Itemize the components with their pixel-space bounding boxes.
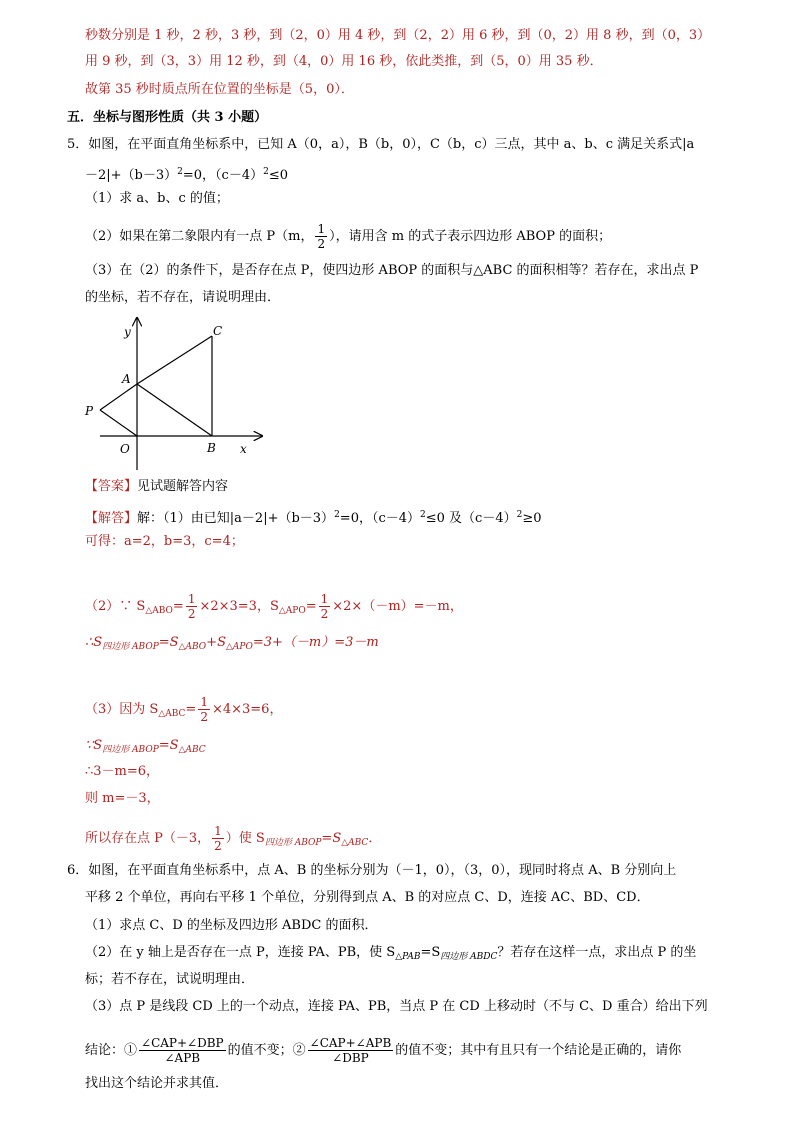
fraction-denominator: 2 bbox=[200, 710, 208, 724]
segment-AB bbox=[137, 384, 212, 436]
s3-sub-e: △ABC bbox=[178, 745, 206, 755]
solution-part3-line5 bbox=[85, 824, 381, 853]
s2-sub-h: △APO bbox=[225, 642, 253, 652]
q6-line4c: ？若存在这样一点，求出点 P 的坐 bbox=[497, 945, 697, 960]
half-fraction bbox=[186, 592, 198, 621]
s3-sub-d: 四边形 ABOP bbox=[102, 745, 159, 755]
s2-text-b: = bbox=[172, 599, 184, 614]
q6-line3: （1）求点 C、D 的坐标及四边形 ABDC 的面积． bbox=[85, 918, 378, 933]
prev-solution-line1: 秒数分别是 1 秒，2 秒，3 秒，到（2，0）用 4 秒，到（2，2）用 6 秒，到（0，2）用 8 秒，到（0，3） bbox=[85, 28, 711, 43]
label-y: y bbox=[124, 325, 131, 339]
solution-line2: 可得：a=2，b=3，c=4； bbox=[85, 534, 244, 549]
q6-line7b: 的值不变；② bbox=[227, 1043, 306, 1058]
s2-text-c: ×2×3=3，S bbox=[199, 599, 279, 614]
fraction-1-numerator: ∠CAP+∠DBP bbox=[141, 1036, 224, 1050]
s3-text-k: ． bbox=[368, 831, 382, 846]
q5-part3a: （3）在（2）的条件下，是否存在点 P，使四边形 ABOP 的面积与△ABC 的面积相等？若存在，求出点 P bbox=[85, 263, 699, 278]
prev-solution-line2: 用 9 秒，到（3，3）用 12 秒，到（4，0）用 16 秒，依此类推，到（5，0）用 35 秒． bbox=[85, 54, 603, 69]
s3-text-c: ×4×3=6， bbox=[211, 702, 283, 717]
fraction-2-numerator: ∠CAP+∠APB bbox=[309, 1036, 392, 1050]
q6-line4a: （2）在 y 轴上是否存在一点 P，连接 PA、PB，使 S bbox=[85, 945, 396, 960]
solution-part2-line1 bbox=[85, 592, 463, 621]
fraction-denominator: 2 bbox=[320, 607, 329, 621]
s3-sub-i: 四边形 ABOP bbox=[264, 838, 322, 848]
q5-line1: 5．如图，在平面直角坐标系中，已知 A（0，a），B（b，0），C（b，c）三点，其中 a、b、c 满足关系式|a bbox=[67, 137, 695, 152]
q5-part2b: ），请用含 m 的式子表示四边形 ABOP 的面积； bbox=[329, 229, 612, 244]
solution-part3-line4: 则 m=－3， bbox=[85, 791, 160, 806]
fraction-numerator: 1 bbox=[200, 695, 208, 709]
s2-text-i: =3+（－m）=3－m bbox=[252, 635, 379, 650]
q6-line6: （3）点 P 是线段 CD 上的一个动点，连接 PA、PB，当点 P 在 CD 上移动时（不与 C、D 重合）给出下列 bbox=[85, 999, 708, 1014]
fraction-1 bbox=[139, 1036, 226, 1065]
solution-exp2: 2 bbox=[420, 510, 426, 520]
prev-solution-line3: 故第 35 秒时质点所在位置的坐标是（5，0）． bbox=[85, 82, 354, 97]
s3-text-i: ）使 S bbox=[225, 831, 265, 846]
q6-sub-a: △PAB bbox=[395, 952, 421, 962]
fraction-denominator: 2 bbox=[187, 607, 196, 621]
solution-exp3: 2 bbox=[516, 510, 523, 520]
segment-AC bbox=[137, 336, 212, 384]
s2-text-e: ×2×（－m）=－m， bbox=[332, 599, 463, 614]
s2-text-g: =S bbox=[158, 635, 179, 650]
half-fraction bbox=[212, 824, 224, 853]
solution-part1: 解：（1）由已知|a－2|+（b－3） bbox=[137, 511, 335, 526]
s3-text-e: =S bbox=[158, 738, 179, 753]
s3-text-d: ∵S bbox=[85, 738, 103, 753]
solution-exp1: 2 bbox=[334, 510, 340, 520]
fraction-numerator: 1 bbox=[214, 824, 222, 838]
fraction-2 bbox=[308, 1036, 394, 1065]
s3-text-a: （3）因为 S bbox=[85, 702, 159, 717]
half-fraction bbox=[198, 695, 210, 724]
s3-sub-a: △ABC bbox=[158, 709, 186, 719]
solution-part2-line2 bbox=[85, 634, 379, 656]
s2-text-f: ∴S bbox=[85, 635, 103, 650]
solution-part3-line2 bbox=[85, 737, 206, 759]
solution-part3: ≤0 及（c－4） bbox=[425, 511, 517, 526]
answer-text: 见试题解答内容 bbox=[137, 479, 229, 494]
solution-line1 bbox=[85, 506, 542, 528]
label-P: P bbox=[85, 404, 94, 418]
q6-line4b: =S bbox=[420, 945, 441, 960]
s3-text-h: 所以存在点 P（－3， bbox=[85, 831, 211, 846]
q5-exp2: 2 bbox=[263, 167, 269, 177]
s2-sub-a: △ABO bbox=[145, 606, 173, 616]
q5-line2e: ≤0 bbox=[268, 168, 288, 183]
q6-line4 bbox=[85, 944, 696, 966]
fraction-denominator: 2 bbox=[214, 839, 222, 853]
answer-line bbox=[85, 478, 228, 496]
q5-part2a: （2）如果在第二象限内有一点 P（m， bbox=[85, 229, 314, 244]
s2-text-a: （2）∵ S bbox=[85, 599, 146, 614]
fraction-numerator: 1 bbox=[320, 592, 329, 606]
label-O: O bbox=[120, 442, 130, 456]
answer-label: 【答案】 bbox=[85, 479, 138, 494]
s2-sub-g: △ABO bbox=[178, 642, 207, 652]
q5-part1: （1）求 a、b、c 的值； bbox=[85, 191, 229, 206]
solution-part2: =0，（c－4） bbox=[339, 511, 421, 526]
s3-text-b: = bbox=[185, 702, 197, 717]
fraction-2-denominator: ∠DBP bbox=[332, 1051, 369, 1065]
q5-line2 bbox=[85, 163, 288, 185]
s2-sub-c: △APO bbox=[278, 606, 306, 616]
q6-line8: 找出这个结论并求其值． bbox=[85, 1076, 229, 1091]
q5-line2a: －2|+（b－3） bbox=[85, 168, 178, 183]
fraction-1-denominator: ∠APB bbox=[164, 1051, 201, 1065]
fraction-numerator: 1 bbox=[317, 222, 326, 236]
label-x: x bbox=[240, 442, 247, 456]
s2-sub-f: 四边形 ABOP bbox=[102, 642, 159, 652]
coordinate-figure bbox=[80, 310, 270, 475]
solution-part3-line1 bbox=[85, 695, 282, 724]
q5-part3b: 的坐标，若不存在，请说明理由． bbox=[85, 290, 281, 305]
segment-PA bbox=[100, 384, 137, 410]
label-C: C bbox=[213, 324, 223, 338]
s2-text-d: = bbox=[305, 599, 317, 614]
half-fraction bbox=[319, 592, 331, 621]
segment-PO bbox=[100, 410, 137, 436]
q6-line7 bbox=[85, 1036, 681, 1065]
q6-sub-b: 四边形 ABDC bbox=[440, 952, 498, 962]
q6-line5: 标；若不存在，试说明理由． bbox=[85, 972, 255, 987]
q6-line1: 6．如图，在平面直角坐标系中，点 A、B 的坐标分别为（－1，0），（3，0），现同时将点 A、B 分别向上 bbox=[67, 863, 677, 878]
q6-line7a: 结论：① bbox=[85, 1043, 138, 1058]
s3-text-j: =S bbox=[321, 831, 342, 846]
q5-part2 bbox=[85, 222, 611, 251]
half-fraction bbox=[315, 222, 327, 251]
q5-line2c: =0，（c－4） bbox=[182, 168, 264, 183]
section-title: 五．坐标与图形性质（共 3 小题） bbox=[67, 110, 268, 125]
label-A: A bbox=[122, 372, 131, 386]
solution-label: 【解答】 bbox=[85, 511, 138, 526]
q6-line2: 平移 2 个单位，再向右平移 1 个单位，分别得到点 A、B 的对应点 C、D，连接 AC、BD、CD． bbox=[85, 890, 650, 905]
s3-sub-j: △ABC bbox=[341, 838, 369, 848]
q5-exp1: 2 bbox=[177, 167, 183, 177]
q6-line7c: 的值不变；其中有且只有一个结论是正确的，请你 bbox=[395, 1043, 682, 1058]
label-B: B bbox=[207, 441, 216, 455]
fraction-numerator: 1 bbox=[187, 592, 196, 606]
solution-part4: ≥0 bbox=[522, 511, 542, 526]
solution-part3-line3: ∴3－m=6， bbox=[85, 764, 160, 779]
s2-text-h: +S bbox=[206, 635, 226, 650]
fraction-denominator: 2 bbox=[317, 237, 326, 251]
